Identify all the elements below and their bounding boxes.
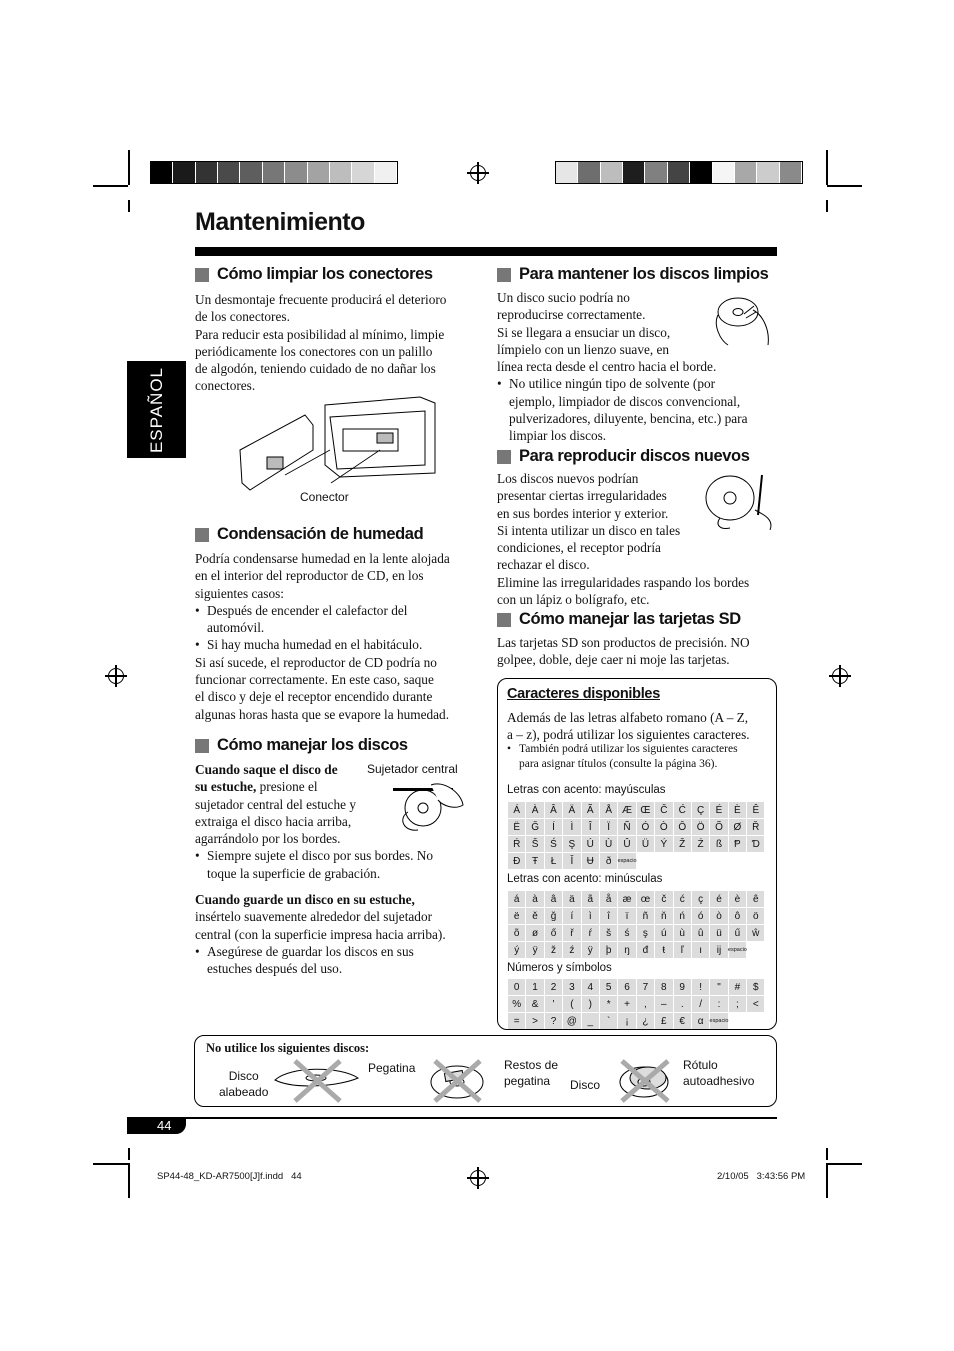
unusable-discs-box <box>194 1035 777 1107</box>
character-cell: 8 <box>655 979 672 995</box>
text-line: algunas horas hasta que se evapore la humedad. <box>195 706 450 722</box>
text-line: Cuando guarde un disco en su estuche, <box>195 892 415 908</box>
character-cell: ŕ <box>582 925 599 941</box>
text-line: a – z), podrá utilizar los siguientes caracteres. <box>507 727 750 743</box>
color-calibration-bar-left <box>150 161 398 184</box>
character-cell: š <box>600 925 617 941</box>
character-cell: + <box>618 996 635 1012</box>
character-cell: å <box>600 891 617 907</box>
text-line: siguientes casos: <box>195 585 285 601</box>
character-cell: Î <box>582 819 599 835</box>
text-line: funcionar correctamente. En este caso, saque <box>195 672 434 688</box>
sticker-disc-icon <box>425 1056 490 1104</box>
character-cell: đ <box>637 942 654 958</box>
language-tab-label: ESPAÑOL <box>146 366 166 453</box>
bullet-item: • Siempre sujete el disco por sus bordes. No toque la superficie de grabación. <box>195 847 480 882</box>
characters-text <box>507 709 775 744</box>
character-cell: ì <box>582 908 599 924</box>
text-line: rechazar el disco. <box>497 557 590 573</box>
crop-mark <box>93 185 128 187</box>
character-cell: 0 <box>508 979 525 995</box>
character-cell: ŋ <box>618 942 635 958</box>
footer-rule <box>127 1117 777 1119</box>
character-cell: ð <box>600 853 617 869</box>
humidity-text <box>195 550 485 723</box>
color-swatch <box>308 162 330 183</box>
uppercase-accent-grid <box>508 802 764 869</box>
character-cell: * <box>600 996 617 1012</box>
text-line: el disco y deje el receptor encendido durante <box>195 689 433 705</box>
heading-text: Cómo manejar las tarjetas SD <box>519 610 741 628</box>
heading-square-icon <box>497 268 511 282</box>
character-cell: Ö <box>692 819 709 835</box>
color-swatch <box>285 162 307 183</box>
character-cell: ( <box>563 996 580 1012</box>
character-cell: Ś <box>545 836 562 852</box>
character-cell: ľ <box>674 942 691 958</box>
text-line: insértelo suavemente alrededor del sujetador <box>195 909 433 925</box>
character-cell: 3 <box>563 979 580 995</box>
text-line: Podría condensarse humedad en la lente alojada <box>195 551 450 566</box>
connector-illustration <box>235 395 445 495</box>
character-cell: $ <box>747 979 764 995</box>
characters-heading: Caracteres disponibles <box>507 686 660 702</box>
character-cell: ' <box>545 996 562 1012</box>
color-swatch <box>757 162 779 183</box>
text-line: golpee, doble, deje caer ni moje las tarjetas. <box>497 652 730 668</box>
character-cell: ù <box>674 925 691 941</box>
character-cell: þ <box>600 942 617 958</box>
warning-heading: No utilice los siguientes discos: <box>206 1041 370 1055</box>
text-line: línea recta desde el centro hacia el borde. <box>497 359 717 375</box>
color-swatch <box>240 162 262 183</box>
character-cell: 6 <box>618 979 635 995</box>
character-cell: Ï <box>600 819 617 835</box>
crop-mark <box>826 1163 828 1198</box>
character-cell: á <box>508 891 525 907</box>
heading-text: Cómo manejar los discos <box>217 736 408 754</box>
character-cell: ÿ <box>582 942 599 958</box>
color-swatch <box>645 162 667 183</box>
character-cell: Á <box>508 802 525 818</box>
text-line: Un desmontaje frecuente producirá el deterioro <box>195 292 447 307</box>
color-swatch <box>556 162 578 183</box>
character-cell: ń <box>674 908 691 924</box>
text-line: en el interior del reproductor de CD, en los <box>195 568 424 584</box>
character-cell: Ú <box>582 836 599 852</box>
character-cell: > <box>526 1013 543 1029</box>
color-swatch <box>263 162 285 183</box>
character-cell: Ø <box>729 819 746 835</box>
character-cell: ő <box>545 925 562 941</box>
warped-disc-label: Disco alabeado <box>219 1069 269 1099</box>
character-cell: Ş <box>563 836 580 852</box>
character-cell: ğ <box>545 908 562 924</box>
color-swatch <box>623 162 645 183</box>
character-cell: À <box>526 802 543 818</box>
handling-discs-text <box>195 761 480 978</box>
character-cell: : <box>710 996 727 1012</box>
character-cell: Ᵽ <box>729 836 746 852</box>
character-cell: ě <box>526 908 543 924</box>
heading-square-icon <box>497 450 511 464</box>
character-cell: Ì <box>563 819 580 835</box>
characters-note: • También podrá utilizar los siguientes caracteres para asignar títulos (consulte la página 36). <box>507 742 785 772</box>
text-line: Cuando saque el disco de <box>195 762 338 777</box>
character-cell: ¿ <box>637 1013 654 1029</box>
symbols-label: Números y símbolos <box>507 962 612 974</box>
character-cell: Ý <box>655 836 672 852</box>
character-cell: Â <box>545 802 562 818</box>
character-cell: ş <box>637 925 654 941</box>
character-cell: 5 <box>600 979 617 995</box>
character-cell: ź <box>563 942 580 958</box>
file-info: SP44-48_KD-AR7500[J]f.indd 44 <box>157 1171 302 1182</box>
character-cell: 9 <box>674 979 691 995</box>
color-swatch <box>578 162 600 183</box>
section-heading-sd-cards <box>497 610 741 629</box>
text-line: en sus bordes interior y exterior. <box>497 505 669 521</box>
character-cell: _ <box>582 1013 599 1029</box>
character-cell: ) <box>582 996 599 1012</box>
text-line: su estuche, presione el <box>195 779 318 795</box>
lowercase-accent-grid <box>508 891 764 958</box>
character-cell: Ò <box>655 819 672 835</box>
character-cell: Í <box>545 819 562 835</box>
character-cell: ï <box>618 908 635 924</box>
color-swatch <box>196 162 218 183</box>
character-cell: ý <box>508 942 525 958</box>
character-cell: ! <box>692 979 709 995</box>
character-cell: < <box>747 996 764 1012</box>
text-line: Además de las letras alfabeto romano (A – Z, <box>507 710 749 725</box>
bullet-item: • Asegúrese de guardar los discos en sus estuches después del uso. <box>195 943 480 978</box>
disc-label: Disco <box>570 1078 601 1092</box>
heading-square-icon <box>497 613 511 627</box>
character-cell: ß <box>710 836 727 852</box>
clean-discs-text <box>497 289 777 445</box>
title-rule <box>195 247 777 256</box>
heading-square-icon <box>195 528 209 542</box>
character-cell: 1 <box>526 979 543 995</box>
text-line: sujetador central del estuche y <box>195 796 356 812</box>
character-cell: Ʉ <box>582 853 599 869</box>
character-cell: ø <box>526 925 543 941</box>
character-cell: Ç <box>692 802 709 818</box>
character-cell: ŵ <box>747 925 764 941</box>
character-cell: ÿ <box>526 942 543 958</box>
character-cell: Ǐ <box>563 853 580 869</box>
character-cell: È <box>729 802 746 818</box>
warped-disc-icon <box>270 1056 365 1104</box>
crop-mark <box>128 1148 130 1160</box>
registration-mark-icon <box>470 1170 486 1186</box>
character-cell: É <box>710 802 727 818</box>
character-cell: Ô <box>674 819 691 835</box>
character-cell: Ó <box>637 819 654 835</box>
character-cell: € <box>674 1013 691 1029</box>
character-cell: ã <box>582 891 599 907</box>
registration-mark-icon <box>108 668 124 684</box>
character-cell: / <box>692 996 709 1012</box>
character-cell: ij <box>710 942 727 958</box>
character-cell: . <box>674 996 691 1012</box>
bullet-item: • Si hay mucha humedad en el habitáculo. <box>195 636 485 653</box>
connector-label: Conector <box>300 490 349 504</box>
page-number-tab <box>127 1118 186 1134</box>
character-cell: ó <box>692 908 709 924</box>
character-cell: 7 <box>637 979 654 995</box>
character-cell: í <box>563 908 580 924</box>
crop-mark <box>128 1163 130 1198</box>
color-swatch <box>780 162 802 183</box>
character-cell: α <box>692 1013 709 1029</box>
character-cell: ò <box>710 908 727 924</box>
character-cell: î <box>600 908 617 924</box>
text-line: presentar ciertas irregularidades <box>497 488 667 504</box>
section-heading-handling-discs <box>195 736 408 755</box>
available-characters-box <box>497 678 777 1030</box>
character-cell: ¡ <box>618 1013 635 1029</box>
color-swatch <box>668 162 690 183</box>
text-line: de algodón, teniendo cuidado de no dañar los <box>195 361 436 377</box>
character-cell: Ä <box>563 802 580 818</box>
character-cell: Š <box>526 836 543 852</box>
character-cell: ň <box>655 908 672 924</box>
label-disc-icon <box>610 1056 680 1104</box>
character-cell: ć <box>674 891 691 907</box>
text-line: Si así sucede, el reproductor de CD podría no <box>195 654 437 670</box>
character-cell: , <box>637 996 654 1012</box>
text-line: extraiga el disco hacia arriba, <box>195 813 352 829</box>
character-cell: espacio <box>729 942 746 958</box>
character-cell: æ <box>618 891 635 907</box>
registration-mark-icon <box>470 165 486 181</box>
character-cell: Æ <box>618 802 635 818</box>
color-swatch <box>218 162 240 183</box>
heading-text: Para reproducir discos nuevos <box>519 447 750 465</box>
crop-mark <box>826 200 828 212</box>
character-cell: Ł <box>545 853 562 869</box>
page-number: 44 <box>157 1118 172 1133</box>
text-line: Si se llegara a ensuciar un disco, <box>497 324 671 340</box>
character-cell: Ê <box>747 802 764 818</box>
character-cell: Ŧ <box>526 853 543 869</box>
character-cell: ñ <box>637 908 654 924</box>
language-tab <box>127 361 186 458</box>
character-cell: ö <box>747 908 764 924</box>
text-line: Elimine las irregularidades raspando los bordes <box>497 574 750 590</box>
character-cell: ś <box>618 925 635 941</box>
text-line: Un disco sucio podría no <box>497 290 630 305</box>
text-line: con un lápiz o bolígrafo, etc. <box>497 592 650 608</box>
character-cell: Ë <box>508 819 525 835</box>
character-cell: Œ <box>637 802 654 818</box>
crop-mark <box>128 150 130 185</box>
character-cell: % <box>508 996 525 1012</box>
text-line: Los discos nuevos podrían <box>497 471 639 486</box>
character-cell: Ř <box>747 819 764 835</box>
color-swatch <box>690 162 712 183</box>
character-cell: ž <box>545 942 562 958</box>
color-swatch <box>713 162 735 183</box>
section-heading-humidity <box>195 525 423 544</box>
sticker-label: Pegatina <box>368 1061 416 1075</box>
character-cell: # <box>729 979 746 995</box>
page-title: Mantenimiento <box>195 208 365 236</box>
character-cell: Đ <box>508 853 525 869</box>
color-swatch <box>601 162 623 183</box>
text-line: central (con la superficie impresa hacia arriba). <box>195 926 446 942</box>
text-line: Si intenta utilizar un disco en tales <box>497 522 681 538</box>
character-cell: â <box>545 891 562 907</box>
character-cell: 2 <box>545 979 562 995</box>
character-cell: û <box>692 925 709 941</box>
character-cell: à <box>526 891 543 907</box>
crop-mark <box>827 185 862 187</box>
character-cell: Č <box>655 802 672 818</box>
character-cell: ; <box>729 996 746 1012</box>
color-swatch <box>352 162 374 183</box>
section-heading-clean-discs <box>497 265 768 284</box>
character-cell: Ù <box>600 836 617 852</box>
character-cell: Ɗ <box>747 836 764 852</box>
character-cell: = <box>508 1013 525 1029</box>
character-cell: 4 <box>582 979 599 995</box>
character-cell: – <box>655 996 672 1012</box>
connectors-text <box>195 291 485 395</box>
character-cell: ű <box>729 925 746 941</box>
character-cell: ç <box>692 891 709 907</box>
color-swatch <box>735 162 757 183</box>
character-cell: č <box>655 891 672 907</box>
character-cell: ü <box>710 925 727 941</box>
character-cell: Ğ <box>526 819 543 835</box>
heading-text: Condensación de humedad <box>217 525 424 543</box>
new-discs-text <box>497 470 777 608</box>
character-cell: è <box>729 891 746 907</box>
color-swatch <box>330 162 352 183</box>
character-cell: " <box>710 979 727 995</box>
heading-text: Para mantener los discos limpios <box>519 265 769 283</box>
character-cell: & <box>526 996 543 1012</box>
character-cell: £ <box>655 1013 672 1029</box>
character-cell: Õ <box>710 819 727 835</box>
lowercase-label: Letras con acento: minúsculas <box>507 873 663 885</box>
character-cell: ı <box>692 942 709 958</box>
section-heading-new-discs <box>497 447 750 466</box>
character-cell: œ <box>637 891 654 907</box>
character-cell: @ <box>563 1013 580 1029</box>
crop-mark <box>826 1148 828 1160</box>
character-cell: Ŕ <box>508 836 525 852</box>
symbols-grid <box>508 979 764 1029</box>
text-line: conectores. <box>195 378 256 394</box>
character-cell: õ <box>508 925 525 941</box>
character-cell: ? <box>545 1013 562 1029</box>
color-swatch <box>375 162 397 183</box>
character-cell: ä <box>563 891 580 907</box>
bullet-item: • No utilice ningún tipo de solvente (por ejemplo, limpiador de discos convencional, pulverizadores, diluyente, bencina, etc.) para limpiar los discos. <box>497 375 777 444</box>
character-cell: ŧ <box>655 942 672 958</box>
self-adhesive-label: Rótulo autoadhesivo <box>683 1058 755 1088</box>
character-cell: Ü <box>637 836 654 852</box>
character-cell: Ñ <box>618 819 635 835</box>
character-cell: ë <box>508 908 525 924</box>
sd-cards-text <box>497 634 782 669</box>
text-line: Las tarjetas SD son productos de precisión. NO <box>497 635 750 650</box>
color-swatch <box>151 162 173 183</box>
character-cell: é <box>710 891 727 907</box>
registration-mark-icon <box>832 668 848 684</box>
color-calibration-bar-right <box>555 161 803 184</box>
character-cell: Ã <box>582 802 599 818</box>
character-cell: Û <box>618 836 635 852</box>
center-holder-label: Sujetador central <box>367 762 458 776</box>
text-line: reproducirse correctamente. <box>497 307 646 323</box>
crop-mark <box>128 200 130 212</box>
text-line: periódicamente los conectores con un palillo <box>195 343 433 359</box>
bullet-item: • Después de encender el calefactor del automóvil. <box>195 602 485 637</box>
character-cell: espacio <box>618 853 635 869</box>
uppercase-label: Letras con acento: mayúsculas <box>507 784 666 796</box>
heading-square-icon <box>195 268 209 282</box>
color-swatch <box>173 162 195 183</box>
character-cell: Å <box>600 802 617 818</box>
character-cell: espacio <box>710 1013 727 1029</box>
heading-square-icon <box>195 739 209 753</box>
text-line: de los conectores. <box>195 309 290 325</box>
character-cell: ` <box>600 1013 617 1029</box>
sticker-residue-label: Restos de pegatina <box>504 1058 559 1088</box>
character-cell: ř <box>563 925 580 941</box>
date-info: 2/10/05 3:43:56 PM <box>717 1171 806 1182</box>
character-cell: Ć <box>674 802 691 818</box>
text-line: condiciones, el receptor podría <box>497 540 661 556</box>
character-cell: Ž <box>674 836 691 852</box>
crop-mark <box>826 150 828 185</box>
character-cell: ô <box>729 908 746 924</box>
text-line: límpielo con un lienzo suave, en <box>497 341 670 357</box>
text-line: Para reducir esta posibilidad al mínimo, limpie <box>195 326 445 342</box>
crop-mark <box>93 1163 128 1165</box>
text-line: agarrándolo por los bordes. <box>195 831 341 847</box>
character-cell: ú <box>655 925 672 941</box>
crop-mark <box>827 1163 862 1165</box>
section-heading-connectors <box>195 265 433 284</box>
heading-text: Cómo limpiar los conectores <box>217 265 433 283</box>
character-cell: ê <box>747 891 764 907</box>
character-cell: Ź <box>692 836 709 852</box>
